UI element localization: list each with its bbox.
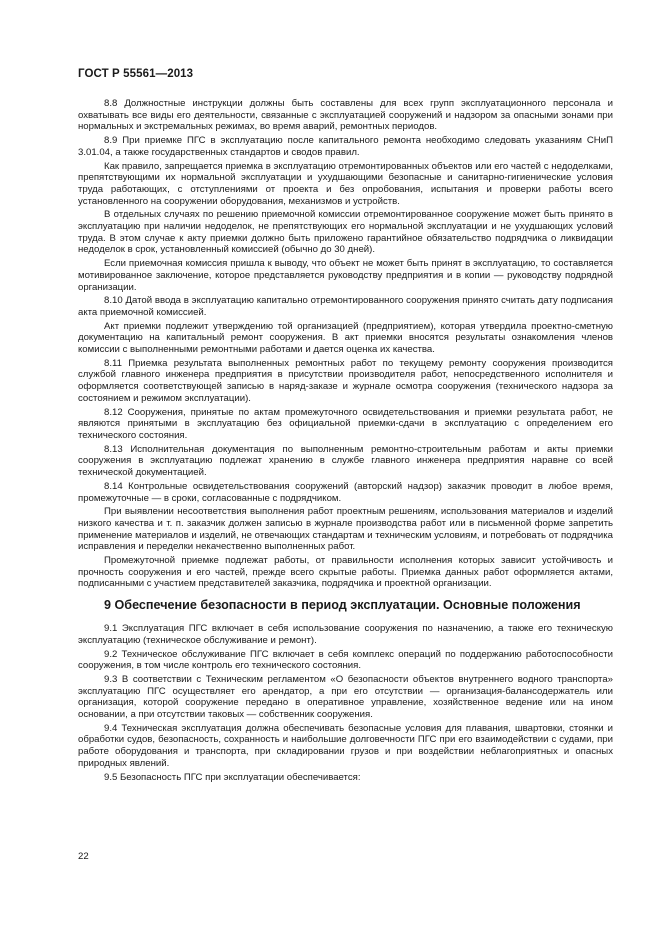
page-number: 22	[78, 851, 89, 862]
document-header: ГОСТ Р 55561—2013	[78, 68, 194, 80]
paragraph-8-10: 8.10 Датой ввода в эксплуатацию капитально отремонтированного сооружения принято считать дату подписания акта приемочной комиссией.	[78, 295, 613, 318]
paragraph-9-5: 9.5 Безопасность ПГС при эксплуатации обеспечивается:	[104, 771, 361, 783]
paragraph-9-1: 9.1 Эксплуатация ПГС включает в себя использование сооружения по назначению, а также его техническую эксплуатацию (техническое обслуживание и ремонт).	[78, 623, 613, 646]
paragraph: При выявлении несоответствия выполнения работ проектным решениям, использования материалов и изделий низкого качества и т. п. заказчик должен записью в журнале производства работ или в письменной форме запретить применение материалов и изделий, не отвечающих стандартам и техническим условиям, и потребовать от подрядчика исправления и переделки некачественно выполненных работ.	[78, 506, 613, 553]
paragraph-8-8: 8.8 Должностные инструкции должны быть составлены для всех групп эксплуатационного персонала и охватывать все виды его деятельности, связанные с эксплуатацией сооружений и надзором за опасными зонами при нормальных и экстремальных режимах, во время аварий, ремонтных периодов.	[78, 98, 613, 133]
paragraph-9-4: 9.4 Техническая эксплуатация должна обеспечивать безопасные условия для плавания, швартовки, стоянки и обработки судов, безопасность, сохранность и наибольшие долговечности ПГС при его взаимодействии с судами, при работе оборудования и транспорта, при складировании грузов и при воздействии неблагоприятных и опасных природных явлений.	[78, 722, 613, 769]
paragraph-9-2: 9.2 Техническое обслуживание ПГС включает в себя комплекс операций по поддержанию работоспособности сооружения, в том числе контроль его технического состояния.	[78, 648, 613, 672]
paragraph: Акт приемки подлежит утверждению той организацией (предприятием), которая утвердила проектно-сметную документацию на капитальный ремонт сооружения. В акт приемки вносятся результаты ознакомления членов комиссии с выполненными ремонтными работами и дается оценка их качества.	[78, 320, 613, 356]
paragraph: В отдельных случаях по решению приемочной комиссии отремонтированное сооружение может быть принято в эксплуатацию при наличии недоделок, не препятствующих его нормальной эксплуатации и не ухудшающих условий труда. В этом случае к акту приемки должно быть приложено гарантийное обязательство подрядчика о ликвидации недоделок в срок, установленный комиссией (обычно до 30 дней).	[78, 209, 613, 256]
paragraph-8-13: 8.13 Исполнительная документация по выполненным ремонтно-строительным работам и акты приемки сооружения в эксплуатацию подлежат хранению в службе главного инженера предприятия наравне со всей технической документацией.	[78, 443, 613, 479]
paragraph-9-3: 9.3 В соответствии с Техническим регламентом «О безопасности объектов внутреннего водного транспорта» эксплуатацию ПГС осуществляет его арендатор, а при его отсутствии — организация-балансодержатель или организация, которой сооружение передано в оперативное управление, хозяйственное ведение или на ином основании, а при отсутствии таковых — собственник сооружения.	[78, 673, 613, 721]
section-heading-9: 9 Обеспечение безопасности в период эксплуатации. Основные положения	[104, 598, 581, 613]
paragraph: Как правило, запрещается приемка в эксплуатацию отремонтированных объектов или его частей с недоделками, препятствующими их нормальной эксплуатации и ухудшающими безопасные и санитарно-гигиенические условия труда работающих, с отступлениями от проекта и без опробования, испытания и проверки работы всего установленного на сооружении оборудования, механизмов и устройств.	[78, 160, 613, 207]
paragraph: Если приемочная комиссия пришла к выводу, что объект не может быть принят в эксплуатацию, то составляется мотивированное заключение, которое представляется руководству предприятия и в копии — руководству подрядной организации.	[78, 258, 613, 293]
paragraph: Промежуточной приемке подлежат работы, от правильности исполнения которых зависит устойчивость и прочность сооружения и его частей, прежде всего скрытые работы. Приемка данных работ оформляется актами, подписанными с участием представителей заказчика, подрядчика и проектной организации.	[78, 555, 613, 590]
paragraph-8-11: 8.11 Приемка результата выполненных ремонтных работ по текущему ремонту сооружения производится службой главного инженера предприятия в присутствии производителя работ, непосредственного исполнителя и оформляется соответствующей записью в наряд-заказе и журнале осмотра сооружения (технического надзора за состоянием и режимом эксплуатации).	[78, 357, 613, 404]
document-body	[78, 98, 613, 785]
paragraph-8-14: 8.14 Контрольные освидетельствования сооружений (авторский надзор) заказчик проводит в любое время, промежуточные — в сроки, согласованные с подрядчиком.	[78, 480, 613, 504]
paragraph-8-9: 8.9 При приемке ПГС в эксплуатацию после капитального ремонта необходимо следовать указаниям СНиП 3.01.04, а также государственных стандартов и сводов правил.	[78, 135, 613, 158]
paragraph-8-12: 8.12 Сооружения, принятые по актам промежуточного освидетельствования и приемки результата работ, не являются принятыми в эксплуатацию без официальной приемки-сдачи в эксплуатацию с определением его технического состояния.	[78, 406, 613, 441]
